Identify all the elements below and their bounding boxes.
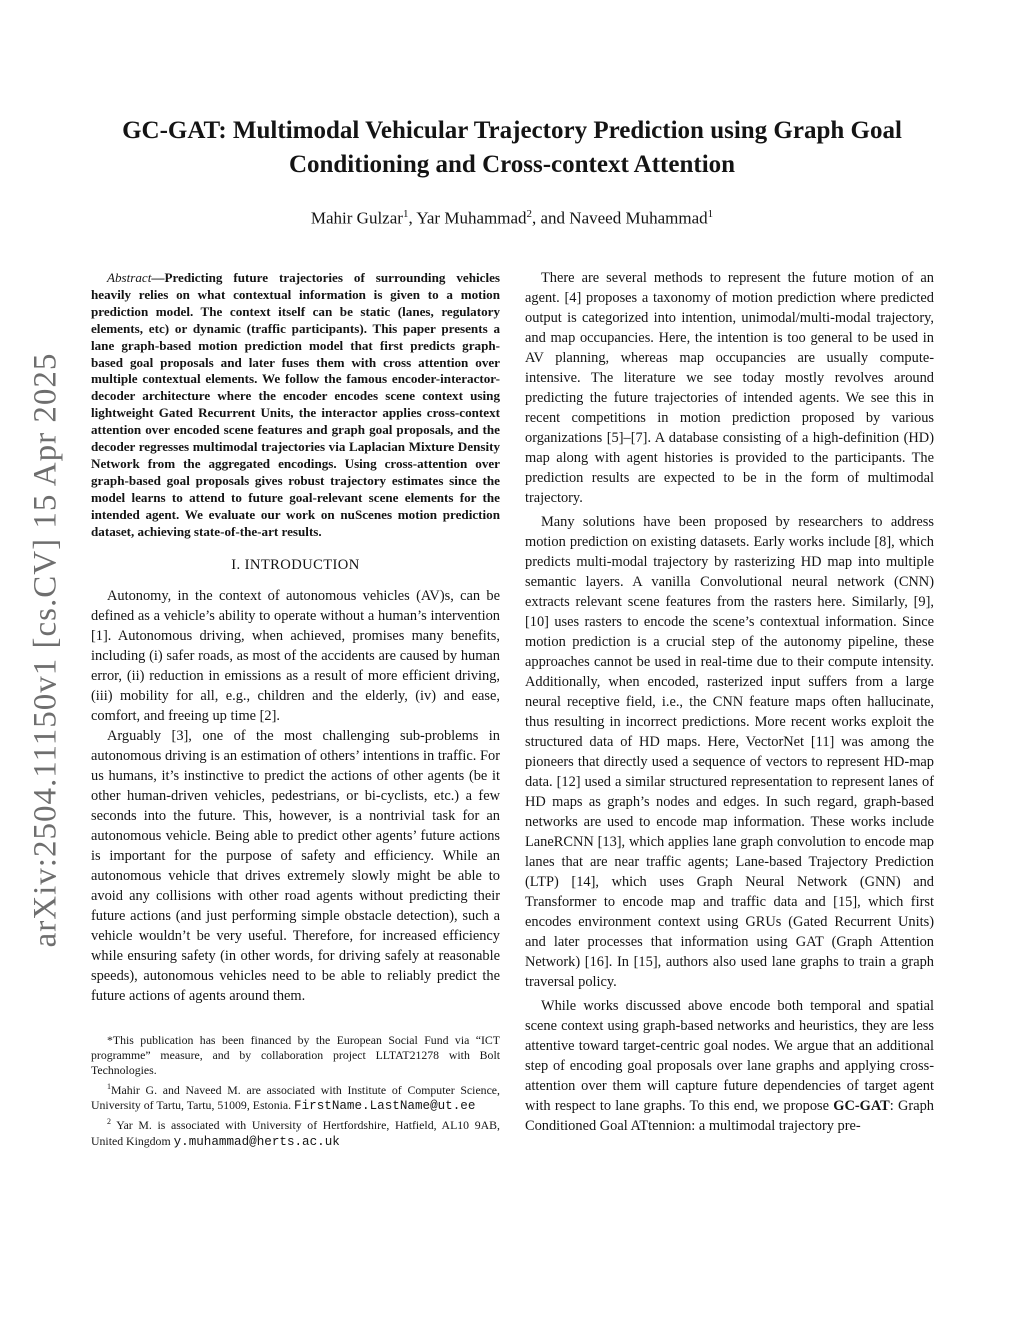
model-name: GC-GAT [833,1098,890,1114]
affiliation-mark: 1 [402,208,409,220]
funding-footnote: *This publication has been financed by the European Social Fund via “ICT programme” measure, and by collaboration project LLTAT21278 with Bolt Technologies. [91,1032,500,1078]
section-heading: I. INTRODUCTION [231,556,360,573]
author-separator: , and [532,208,570,228]
paragraph: Arguably [3], one of the most challenging sub-problems in autonomous driving is an estimation of others’ intentions in traffic. For us humans, it’s instinctive to predict the actions of other agents (be it other human-driven vehicles, pedestrians, or bi-cyclists, etc.) a few seconds into the future. This, however, is a nontrivial task for an autonomous vehicle. Being able to predict other agents’ future actions is important for the purpose of safety and efficiency. While an autonomous vehicle that drives extremely slowly might be able to avoid any collisions with other road agents without predicting their future actions (and just performing simple obstacle detection), such a vehicle wouldn’t be very useful. Therefore, for increased efficiency while ensuring safety (in other words, for driving safely at reasonable speeds), autonomous vehicles need to be able to reliably predict the future actions of agents around them. [91,727,500,1004]
author-separator: , [408,208,417,228]
abstract-dash: — [151,270,165,285]
left-column [91,270,500,1150]
paragraph: Autonomy, in the context of autonomous vehicles (AV)s, can be defined as a vehicle’s ability to operate without a human’s intervention [1]. Autonomous driving, when achieved, promises many benefits, including (i) safer roads, as most of the accidents are caused by human error, (ii) reduction in emissions as a result of more efficient driving, (iii) mobility for all, e.g., children and the elderly, (iv) and ease, comfort, and freeing up time [2]. [91,587,500,724]
affiliation-mark: 1 [707,208,714,220]
footnotes [91,1033,500,1151]
paragraph-text: : Graph Conditioned Goal ATtennion: a multimodal trajectory pre- [525,1098,935,1134]
footnote-text: Yar M. is associated with University of Hertfordshire, Hatfield, AL10 9AB, United Kingdom [91,1118,500,1148]
paragraph [525,996,934,1136]
abstract-text: Predicting future trajectories of surrounding vehicles heavily relies on what contextual information is given to a motion prediction model. The context itself can be static (lanes, regulatory elements, etc) or dynamic (traffic participants). This paper presents a lane graph-based motion prediction model that first predicts graph-based goal proposals and later fuses them with cross attention over multiple contextual elements. We follow the famous encoder-interactor-decoder architecture where the encoder encodes scene context using lightweight Gated Recurrent Units, the interactor applies cross-context attention over encoded scene features and graph goal proposals, and the decoder regresses multimodal trajectories via Laplacian Mixture Density Network from the aggregated encodings. Using cross-attention over graph-based goal proposals gives robust trajectory estimates since the model learns to attend to future goal-relevant scene elements for the intended agent. We evaluate our work on nuScenes motion prediction dataset, achieving state-of-the-art results. [91,270,500,539]
footnote-mark: 2 [107,1117,111,1127]
footnote-mark: 1 [107,1081,111,1091]
arxiv-identifier: arXiv:2504.11150v1 [cs.CV] 15 Apr 2025 [27,352,64,948]
abstract [91,270,500,541]
author-list [100,208,924,229]
affiliation-footnote [91,1079,500,1115]
author-name: Mahir Gulzar [310,208,403,228]
affiliation-footnote [91,1114,500,1150]
author-name: Yar Muhammad [416,208,527,228]
abstract-label: Abstract [107,270,152,285]
paragraph: Many solutions have been proposed by researchers to address motion prediction on existing datasets. Early works include [8], which predicts multi-modal trajectory by rasterizing HD map into multiple semantic layers. A vanilla Convolutional neural network (CNN) extracts relevant scene features from the rasters here. Similarly, [9], [10] uses rasters to encode the scene’s contextual information. Since motion prediction is a crucial step of the autonomy pipeline, these approaches cannot be used in real-time due to their compute intensity. Additionally, when encoded, rasterized input suffers from a large neural receptive field, i.e., the CNN feature maps often hallucinate, thus resulting in incorrect predictions. More recent works exploit the structured data of HD maps. Here, VectorNet [11] was among the pioneers that directly used a sequence of vectors to represent HD-map data. [12] used a similar structured representation to represent lanes of HD maps as graph’s nodes and edges. In such regard, graph-based networks are used to encode map information. These works include LaneRCNN [13], which applies lane graph convolution to encode map lanes that are near traffic agents; Lane-based Trajectory Prediction (LTP) [14], which uses Graph Neural Network (GNN) and Transformer to encode map and traffic data and [15], which first encodes environment context using GRUs (Gated Recurrent Units) and later processes that information using GAT (Graph Attention Network) [16]. In [15], authors also used lane graphs to train a graph traversal policy. [525,514,934,990]
email-address: FirstName.LastName@ut.ee [294,1099,476,1114]
paragraph-text: While works discussed above encode both temporal and spatial scene context using graph-based networks and heuristics, they are less attentive toward target-centric goal nodes. We argue that an additional step of encoding goal proposals over lane graphs and applying cross-attention over them will capture future dependencies of target agent with respect to lane graphs. To this end, we propose [525,998,934,1114]
arxiv-side-stamp [26,350,66,950]
paragraph: There are several methods to represent the future motion of an agent. [4] proposes a taxonomy of motion prediction where predicted output is categorized into intention, unimodal/multi-modal trajectory, and map occupancies. Here, the intention is too general to be used in AV planning, whereas map occupancies are usually compute-intensive. The literature we see today mostly revolves around predicting the future trajectories of intended agents. We see this in recent competitions in motion prediction proposed by various organizations [5]–[7]. A database consisting of a high-definition (HD) map along with agent histories is provided to the participants. The prediction results are expected to be in the form of multimodal trajectory. [525,270,934,506]
footnote-text: Mahir G. and Naveed M. are associated with Institute of Computer Science, University of Tartu, Tartu, 51009, Estonia. [91,1082,500,1113]
author-name: Naveed Muhammad [569,208,708,228]
email-address: y.muhammad@herts.ac.uk [173,1134,340,1149]
right-column [525,268,934,1136]
affiliation-mark: 2 [526,208,532,220]
paper-title: GC-GAT: Multimodal Vehicular Trajectory Prediction using Graph Goal Conditioning and Cross-context Attention [122,117,902,178]
